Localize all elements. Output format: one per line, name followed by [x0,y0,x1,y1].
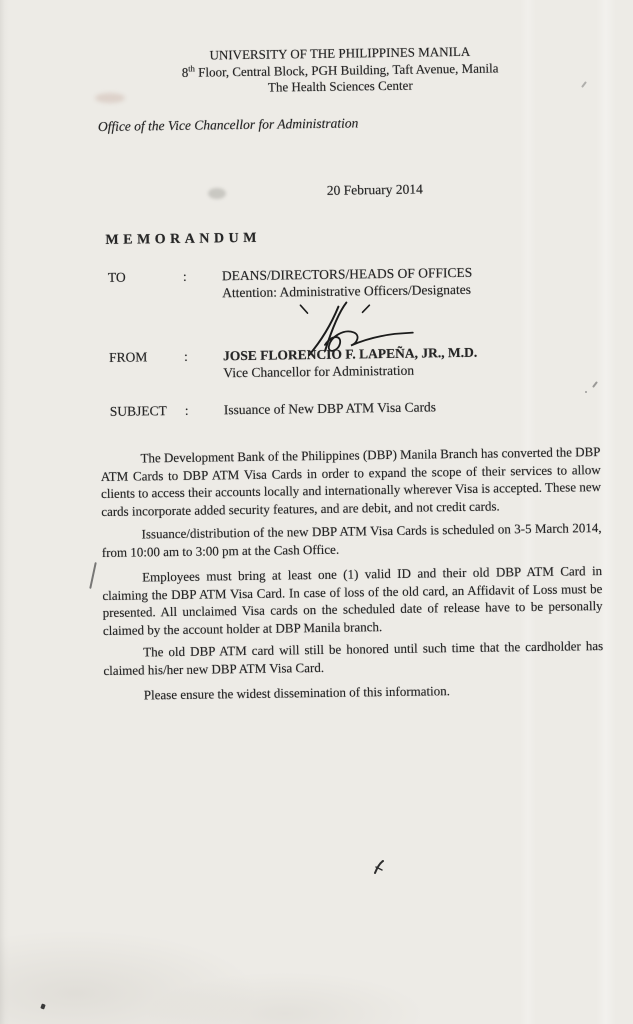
ink-speck [585,391,587,393]
subject-colon: : [184,402,189,418]
address-ordinal: th [188,62,195,73]
memo-title: MEMORANDUM [105,230,261,248]
to-recipients: DEANS/DIRECTORS/HEADS OF OFFICES [221,264,473,284]
body-paragraph-1: The Development Bank of the Philippines (DBP) Manila Branch has converted the DBP ATM Cards to DBP ATM Visa Cards in order to expand the scope of their services to allow clients to access their accounts locally and internationally wherever Visa is accepted. These new cards incorporate added security features, and are debit, and not credit cards. [100,444,602,519]
health-sciences-center-line: The Health Sciences Center [267,77,413,95]
letterhead [115,42,566,98]
to-colon: : [182,268,187,284]
body-paragraph-4: The old DBP ATM card will still be honored until such time that the cardholder has claimed his/her new DBP ATM Visa Card. [103,638,604,678]
from-value [223,344,478,382]
from-name: JOSE FLORENCIO F. LAPEÑA, JR., M.D. [222,344,478,364]
to-value [222,264,473,301]
from-title: Vice Chancellor for Administration [223,362,415,381]
date-line: 20 February 2014 [326,181,423,198]
office-line: Office of the Vice Chancellor for Administration [97,115,359,135]
scan-smudge [95,93,125,103]
body-paragraph-5: Please ensure the widest dissemination of this information. [143,683,451,703]
to-label: TO [107,269,126,285]
subject-field [110,398,436,420]
to-attention: Attention: Administrative Officers/Designates [222,281,471,301]
ink-scribble [372,859,386,875]
address-number: 8 [181,64,189,80]
from-field [109,344,478,383]
university-name: UNIVERSITY OF THE PHILIPPINES MANILA [209,43,471,63]
body-paragraph-3: Employees must bring at least one (1) valid ID and their old DBP ATM Card in claiming the DBP ATM Visa Card. In case of loss of the old card, an Affidavit of Loss must be presented. All unclaimed Visa cards on the scheduled date of release have to be personally claimed by the account holder at DBP Manila branch. [102,563,603,638]
address-rest: Floor, Central Block, PGH Building, Taft Avenue, Manila [194,59,499,80]
subject-label: SUBJECT [109,403,167,419]
body-paragraph-2: Issuance/distribution of the new DBP ATM Visa Cards is scheduled on 3-5 March 2014, from 10:00 am to 3:00 pm at the Cash Office. [101,520,602,560]
subject-value: Issuance of New DBP ATM Visa Cards [223,399,437,418]
from-label: FROM [109,349,148,365]
scan-smudge [208,188,226,199]
from-colon: : [183,348,188,364]
